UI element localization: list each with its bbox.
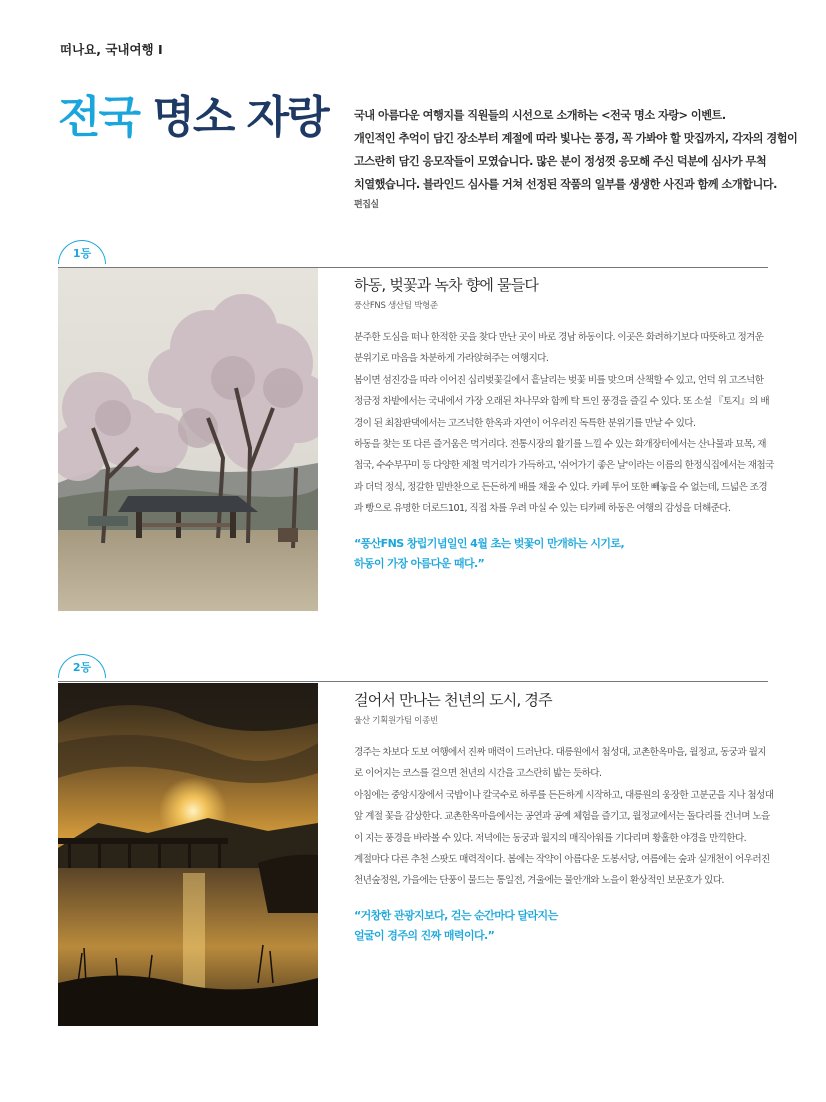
intro-text <box>354 104 798 217</box>
article-quote <box>354 534 774 574</box>
article-1 <box>354 274 774 574</box>
section-label: 떠나요, 국내여행 Ⅰ <box>60 42 163 57</box>
rank-badge-2: 2등 <box>58 654 106 678</box>
article-paragraph: 봄이면 섬진강을 따라 이어진 십리벚꽃길에서 흩날리는 벚꽃 비를 맞으며 산책할 수 있고, 언덕 위 고즈넉한 정금정 차밭에서는 국내에서 가장 오래된 차나무와 함께 탁 트인 풍경을 즐길 수 있다. 또 소설 『토지』의 배경이 된 최참판댁에서는 고즈넉한 한옥과 자연이 어우러진 독특한 분위기를 만날 수 있다. <box>354 374 769 429</box>
title-rest: 명소 자랑 <box>139 92 328 143</box>
article-paragraph: 경주는 차보다 도보 여행에서 진짜 매력이 드러난다. 대릉원에서 첨성대, 교촌한옥마을, 월정교, 동궁과 월지로 이어지는 코스를 걸으면 천년의 시간을 고스란히 밟는 듯하다. <box>354 747 766 780</box>
article-body <box>354 742 774 892</box>
rank-divider-2 <box>58 681 768 682</box>
article-author: 울산 기획원가팀 이종빈 <box>354 716 438 726</box>
article-title: 걸어서 만나는 천년의 도시, 경주 <box>354 691 552 709</box>
hadong-photo-illustration <box>58 268 318 611</box>
intro-line: 국내 아름다운 여행지를 직원들의 시선으로 소개하는 <전국 명소 자랑> 이벤트. <box>354 109 726 122</box>
gyeongju-photo-illustration <box>58 683 318 1026</box>
intro-editor: 편집실 <box>354 200 379 210</box>
intro-line: 고스란히 담긴 응모작들이 모였습니다. 많은 분이 정성껏 응모해 주신 덕분에 심사가 무척 <box>354 155 767 168</box>
photo-hadong-cherry-blossoms <box>58 268 318 611</box>
article-title: 하동, 벚꽃과 녹차 향에 물들다 <box>354 276 539 294</box>
photo-gyeongju-sunset <box>58 683 318 1026</box>
page-title <box>58 92 328 143</box>
rank-badge-1: 1등 <box>58 240 106 264</box>
article-paragraph: 계절마다 다른 추천 스팟도 매력적이다. 봄에는 작약이 아름다운 도봉서당, 여름에는 숲과 실개천이 어우러진 천년숲정원, 가을에는 단풍이 물드는 통일전, 겨울에는 물안개와 노을이 환상적인 보문호가 있다. <box>354 854 770 887</box>
quote-line: “거창한 관광지보다, 걷는 순간마다 달라지는 <box>354 908 558 922</box>
article-2 <box>354 689 774 946</box>
quote-line: 얼굴이 경주의 진짜 매력이다.” <box>354 928 495 942</box>
article-quote <box>354 906 774 946</box>
article-paragraph: 아침에는 중앙시장에서 국밥이나 칼국수로 하루를 든든하게 시작하고, 대릉원의 웅장한 고분군을 지나 첨성대 앞 계절 꽃을 감상한다. 교촌한옥마을에서는 공연과 공예 체험을 즐기고, 월정교에서는 돌다리를 건너며 노을이 지는 풍경을 바라볼 수 있다. 저녁에는 동궁과 월지의 매직아워를 기다리며 황홀한 야경을 만끽한다. <box>354 789 774 844</box>
quote-line: “풍산FNS 창립기념일인 4월 초는 벚꽃이 만개하는 시기로, <box>354 536 625 550</box>
article-author: 풍산FNS 생산팀 박형준 <box>354 301 438 311</box>
title-accent: 전국 <box>58 92 140 143</box>
intro-line: 개인적인 추억이 담긴 장소부터 계절에 따라 빛나는 풍경, 꼭 가봐야 할 맛집까지, 각자의 경험이 <box>354 132 798 145</box>
article-body <box>354 327 774 520</box>
intro-line: 치열했습니다. 블라인드 심사를 거쳐 선정된 작품의 일부를 생생한 사진과 함께 소개합니다. <box>354 178 777 191</box>
article-paragraph: 분주한 도심을 떠나 한적한 곳을 찾다 만난 곳이 바로 경남 하동이다. 이곳은 화려하기보다 따뜻하고 정겨운 분위기로 마음을 차분하게 가라앉혀주는 여행지다. <box>354 332 764 365</box>
article-paragraph: 하동을 찾는 또 다른 즐거움은 먹거리다. 전통시장의 활기를 느낄 수 있는 화개장터에서는 산나물과 묘목, 재첩국, 수수부꾸미 등 다양한 제철 먹거리가 가득하고, '쉬어가기 좋은 날'이라는 이름의 한정식집에서는 재첩국과 더덕 정식, 정갈한 밑반찬으로 든든하게 배를 채울 수 있다. 카페 투어 또한 빼놓을 수 없는데, 드넓은 조경과 빵으로 유명한 더로드101, 직접 차를 우려 마실 수 있는 티카페 하동은 여행의 감성을 더해준다. <box>354 439 774 515</box>
quote-line: 하동이 가장 아름다운 때다.” <box>354 556 485 570</box>
